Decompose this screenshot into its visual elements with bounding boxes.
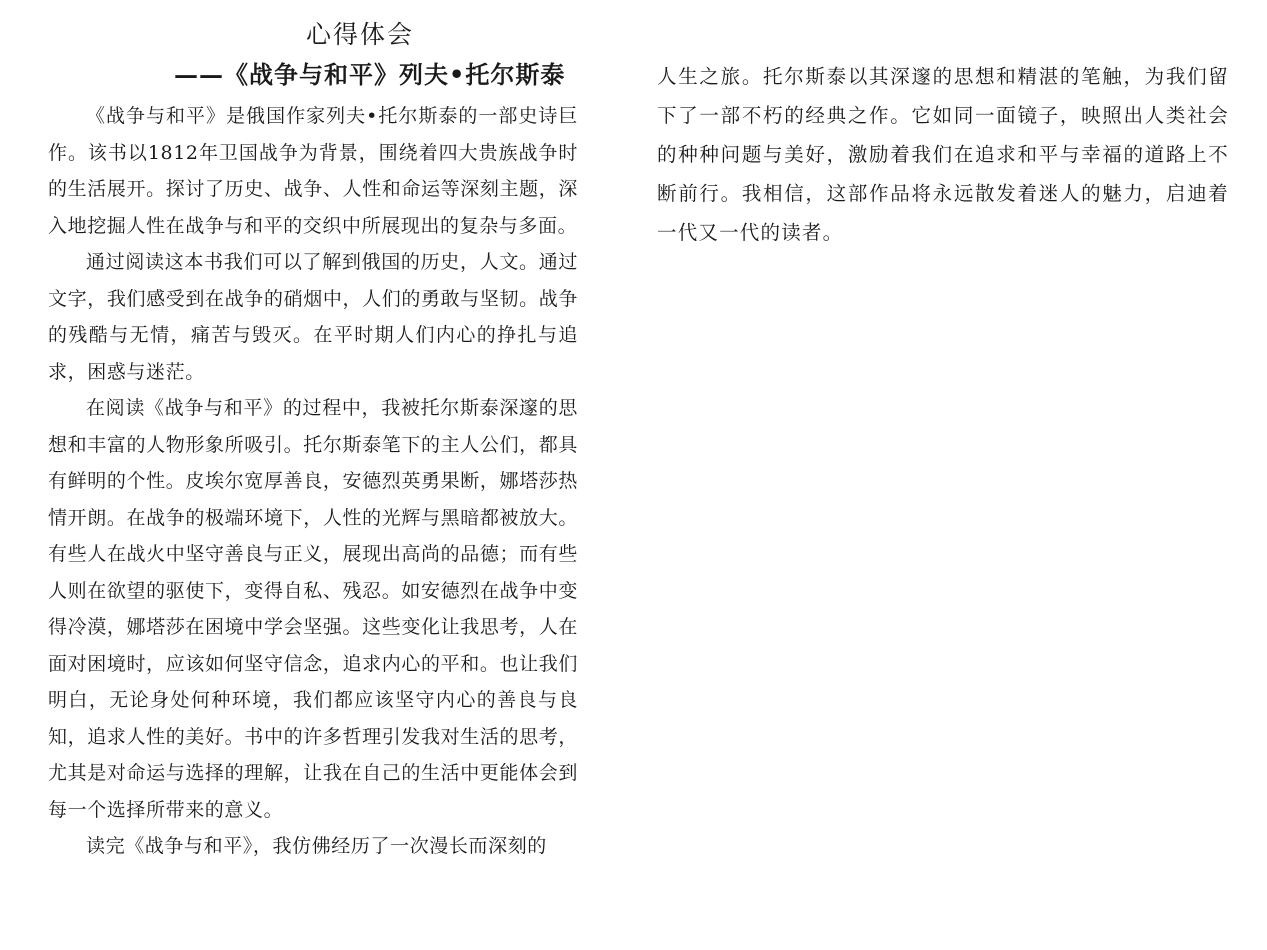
paragraph-characters: 在阅读《战争与和平》的过程中，我被托尔斯泰深邃的思想和丰富的人物形象所吸引。托尔斯泰笔下的主人公们，都具有鲜明的个性。皮埃尔宽厚善良，安德烈英勇果断，娜塔莎热情开朗。在战争的极端环境下，人性的光辉与黑暗都被放大。有些人在战火中坚守善良与正义，展现出高尚的品德；而有些人则在欲望的驱使下，变得自私、残忍。如安德烈在战争中变得冷漠，娜塔莎在困境中学会坚强。这些变化让我思考，人在面对困境时，应该如何坚守信念，追求内心的平和。也让我们明白，无论身处何种环境，我们都应该坚守内心的善良与良知，追求人性的美好。书中的许多哲理引发我对生活的思考，尤其是对命运与选择的理解，让我在自己的生活中更能体会到每一个选择所带来的意义。 — [48, 397, 578, 821]
document-subtitle: ——《战争与和平》列夫•托尔斯泰 — [174, 60, 566, 89]
paragraph-intro: 《战争与和平》是俄国作家列夫•托尔斯泰的一部史诗巨作。该书以1812年卫国战争为背景，围绕着四大贵族战争时的生活展开。探讨了历史、战争、人性和命运等深刻主题，深入地挖掘人性在战争与和平的交织中所展现出的复杂与多面。 — [48, 105, 578, 237]
left-column-body — [48, 98, 578, 865]
right-column-body — [657, 57, 1229, 252]
paragraph-history: 通过阅读这本书我们可以了解到俄国的历史，人文。通过文字，我们感受到在战争的硝烟中，人们的勇敢与坚韧。战争的残酷与无情，痛苦与毁灭。在平时期人们内心的挣扎与追求，困惑与迷茫。 — [48, 251, 578, 383]
document-title: 心得体会 — [306, 20, 415, 49]
paragraph-conclusion-start: 读完《战争与和平》，我仿佛经历了一次漫长而深刻的 — [86, 835, 547, 857]
paragraph-conclusion-continued: 人生之旅。托尔斯泰以其深邃的思想和精湛的笔触，为我们留下了一部不朽的经典之作。它如同一面镜子，映照出人类社会的种种问题与美好，激励着我们在追求和平与幸福的道路上不断前行。我相信，这部作品将永远散发着迷人的魅力，启迪着一代又一代的读者。 — [657, 65, 1229, 244]
